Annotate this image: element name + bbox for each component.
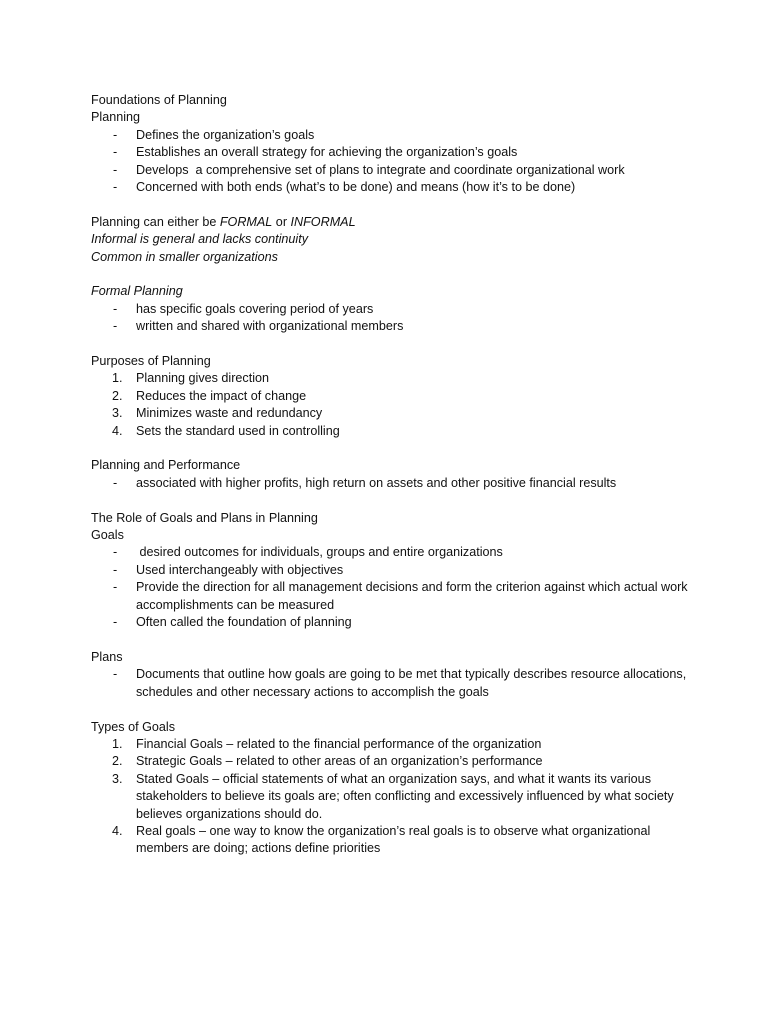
performance-heading: Planning and Performance	[91, 458, 241, 473]
list-item	[91, 666, 691, 701]
number-marker: 2.	[112, 754, 123, 769]
dash-marker: -	[113, 162, 118, 177]
performance-list	[91, 475, 691, 492]
list-item	[91, 388, 691, 405]
list-item	[91, 544, 691, 561]
list-item-text: Concerned with both ends (what’s to be done) and means (how it’s to be done)	[136, 180, 576, 195]
list-item	[91, 771, 691, 823]
list-item-text: Documents that outline how goals are going to be met that typically describes resource allocations, schedules and other necessary actions to accomplish the goals	[136, 667, 687, 699]
informal-description: Informal is general and lacks continuity	[91, 232, 309, 247]
document-title: Foundations of Planning	[91, 93, 227, 107]
goals-list	[91, 544, 691, 631]
number-marker: 3.	[112, 406, 123, 421]
number-marker: 2.	[112, 388, 123, 403]
dash-marker: -	[113, 580, 118, 595]
list-item-text: Reduces the impact of change	[136, 388, 307, 403]
list-item	[91, 423, 691, 440]
list-item-text: Develops a comprehensive set of plans to integrate and coordinate organizational work	[136, 162, 625, 177]
number-marker: 4.	[112, 423, 123, 438]
list-item-text: Establishes an overall strategy for achieving the organization’s goals	[136, 145, 518, 160]
plans-heading: Plans	[91, 649, 123, 664]
formal-planning-heading: Formal Planning	[91, 284, 183, 299]
purposes-list	[91, 370, 691, 440]
list-item-text: desired outcomes for individuals, groups and entire organizations	[136, 545, 503, 560]
role-heading: The Role of Goals and Plans in Planning	[91, 510, 318, 525]
list-item-text: Defines the organization’s goals	[136, 127, 315, 142]
list-item	[91, 753, 691, 770]
list-item-text: Minimizes waste and redundancy	[136, 406, 323, 421]
dash-marker: -	[113, 475, 118, 490]
dash-marker: -	[113, 180, 118, 195]
list-item-text: Often called the foundation of planning	[136, 615, 352, 630]
list-item-text: Used interchangeably with objectives	[136, 562, 344, 577]
number-marker: 1.	[112, 736, 123, 751]
document-page	[91, 92, 691, 858]
list-item	[91, 736, 691, 753]
formal-informal-prefix: Planning can either be	[91, 214, 220, 229]
dash-marker: -	[113, 667, 118, 682]
list-item	[91, 579, 691, 614]
list-item-text: associated with higher profits, high return on assets and other positive financial results	[136, 475, 617, 490]
list-item	[91, 475, 691, 492]
list-item-text: has specific goals covering period of years	[136, 301, 374, 316]
list-item	[91, 370, 691, 387]
list-item-text: Real goals – one way to know the organization’s real goals is to observe what organizational members are doing; actions define priorities	[136, 823, 651, 856]
dash-marker: -	[113, 562, 118, 577]
list-item	[91, 405, 691, 422]
planning-heading: Planning	[91, 110, 141, 125]
list-item	[91, 614, 691, 631]
dash-marker: -	[113, 319, 118, 334]
formal-planning-list	[91, 301, 691, 336]
list-item-text: Strategic Goals – related to other areas of an organization’s performance	[136, 754, 543, 769]
list-item	[91, 144, 691, 161]
informal-term: INFORMAL	[290, 214, 356, 229]
dash-marker: -	[113, 127, 118, 142]
informal-note: Common in smaller organizations	[91, 249, 278, 264]
number-marker: 4.	[112, 823, 123, 838]
list-item	[91, 562, 691, 579]
list-item	[91, 179, 691, 196]
list-item-text: Planning gives direction	[136, 371, 270, 386]
formal-term: FORMAL	[219, 214, 273, 229]
list-item	[91, 127, 691, 144]
dash-marker: -	[113, 545, 118, 560]
list-item-text: Provide the direction for all management decisions and form the criterion against which actual work accomplishments can be measured	[136, 580, 688, 612]
dash-marker: -	[113, 301, 118, 316]
number-marker: 1.	[112, 371, 123, 386]
purposes-heading: Purposes of Planning	[91, 354, 211, 369]
list-item-text: Sets the standard used in controlling	[136, 423, 340, 438]
types-list	[91, 736, 691, 858]
goals-heading: Goals	[91, 528, 124, 543]
number-marker: 3.	[112, 771, 123, 786]
list-item-text: Financial Goals – related to the financial performance of the organization	[136, 736, 542, 751]
list-item	[91, 318, 691, 335]
plans-list	[91, 666, 691, 701]
list-item	[91, 823, 691, 858]
list-item	[91, 162, 691, 179]
list-item-text: Stated Goals – official statements of what an organization says, and what it wants its various stakeholders to believe its goals are; often conflicting and excessively influenced by what society believes organizations should do.	[136, 771, 674, 821]
dash-marker: -	[113, 145, 118, 160]
types-heading: Types of Goals	[91, 719, 175, 734]
list-item-text: written and shared with organizational members	[136, 319, 404, 334]
list-item	[91, 301, 691, 318]
formal-informal-line	[91, 214, 691, 231]
planning-list	[91, 127, 691, 197]
or-word: or	[272, 214, 291, 229]
dash-marker: -	[113, 615, 118, 630]
